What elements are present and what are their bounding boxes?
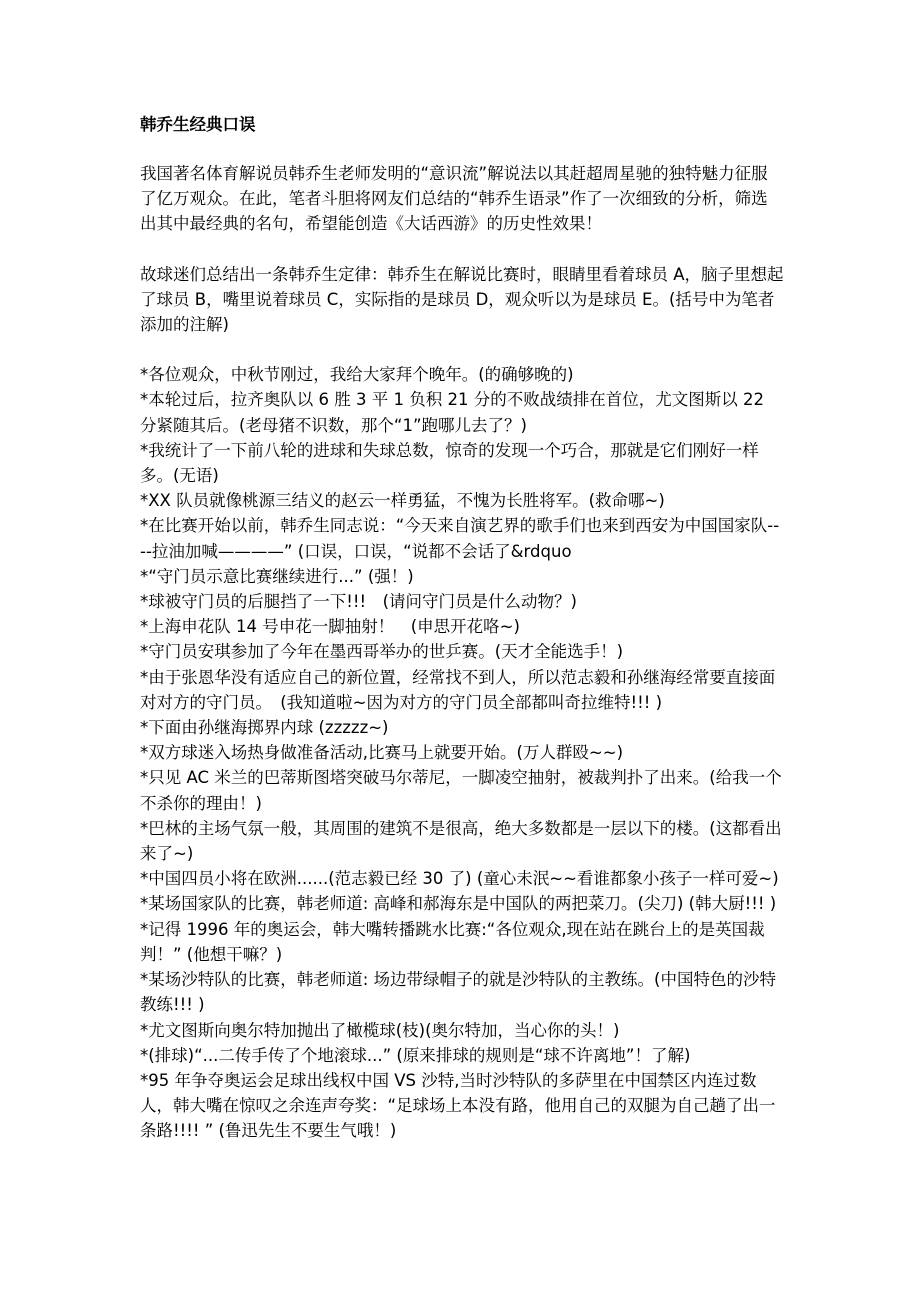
list-item: *下面由孙继海掷界内球 (zzzzz~) xyxy=(140,718,389,738)
list-item: *在比赛开始以前，韩乔生同志说：“今天来自演艺界的歌手们也来到西安为中国国家队----拉油加喊————” (口误，口误，“说都不会话了&rdquo xyxy=(140,516,780,561)
list-item: *由于张恩华没有适应自己的新位置，经常找不到人，所以范志毅和孙继海经常要直接面对对方的守门员。 (我知道啦~因为对方的守门员全部都叫奇拉维特!!! ) xyxy=(140,667,776,712)
list-item: *巴林的主场气氛一般，其周围的建筑不是很高，绝大多数都是一层以下的楼。(这都看出来了~) xyxy=(140,818,782,864)
quote-list xyxy=(140,362,784,1143)
list-item: *各位观众，中秋节刚过，我给大家拜个晚年。(的确够晚的) xyxy=(140,365,574,385)
list-item: *“守门员示意比赛继续进行...” (强！) xyxy=(140,566,414,586)
list-item: *守门员安琪参加了今年在墨西哥举办的世乒赛。(天才全能选手！) xyxy=(140,642,624,662)
list-item: *某场国家队的比赛，韩老师道: 高峰和郝海东是中国队的两把菜刀。(尖刀) (韩大厨!!! ) xyxy=(140,894,777,914)
list-item: *记得 1996 年的奥运会，韩大嘴转播跳水比赛:“各位观众,现在站在跳台上的是英国裁判！” (他想干嘛？) xyxy=(140,919,765,964)
list-item: *尤文图斯向奥尔特加抛出了橄榄球(枝)(奥尔特加，当心你的头！) xyxy=(140,1020,620,1040)
law-paragraph: 故球迷们总结出一条韩乔生定律：韩乔生在解说比赛时，眼睛里看着球员 A，脑子里想起了球员 B，嘴里说着球员 C，实际指的是球员 D，观众听以为是球员 E。(括号中为笔者添加的注解) xyxy=(140,264,784,335)
intro-paragraph: 我国著名体育解说员韩乔生老师发明的“意识流”解说法以其赶超周星驰的独特魅力征服了亿万观众。在此，笔者斗胆将网友们总结的“韩乔生语录”作了一次细致的分析，筛选出其中最经典的名句，希望能创造《大话西游》的历史性效果！ xyxy=(140,164,768,234)
list-item: *中国四员小将在欧洲......(范志毅已经 30 了) (童心未泯~~看谁都象小孩子一样可爱~) xyxy=(140,869,779,889)
document-title: 韩乔生经典口误 xyxy=(140,115,256,134)
list-item: *本轮过后，拉齐奥队以 6 胜 3 平 1 负积 21 分的不败战绩排在首位，尤文图斯以 22 分紧随其后。(老母猪不识数，那个“1”跑哪儿去了？) xyxy=(140,390,764,435)
list-item: *只见 AC 米兰的巴蒂斯图塔突破马尔蒂尼，一脚凌空抽射，被裁判扑了出来。(给我一个不杀你的理由！) xyxy=(140,768,782,813)
list-item: *我统计了一下前八轮的进球和失球总数，惊奇的发现一个巧合，那就是它们刚好一样多。(无语) xyxy=(140,440,759,486)
list-item: *某场沙特队的比赛，韩老师道: 场边带绿帽子的就是沙特队的主教练。(中国特色的沙特教练!!! ) xyxy=(140,970,776,1015)
list-item: *上海申花队 14 号申花一脚抽射！ (申思开花咯~) xyxy=(140,617,520,637)
list-item: *球被守门员的后腿挡了一下!!! (请问守门员是什么动物？) xyxy=(140,592,577,612)
list-item: *双方球迷入场热身做准备活动,比赛马上就要开始。(万人群殴~~) xyxy=(140,743,624,763)
list-item: *(排球)“...二传手传了个地滚球...” (原来排球的规则是“球不许离地”！了解) xyxy=(140,1045,691,1065)
list-item: *95 年争夺奥运会足球出线权中国 VS 沙特,当时沙特队的多萨里在中国禁区内连过数人，韩大嘴在惊叹之余连声夸奖：“足球场上本没有路，他用自己的双腿为自己趟了出一条路!!!! ” (鲁迅先生不要生气哦！) xyxy=(140,1070,776,1141)
list-item: *XX 队员就像桃源三结义的赵云一样勇猛，不愧为长胜将军。(救命哪~) xyxy=(140,491,665,511)
